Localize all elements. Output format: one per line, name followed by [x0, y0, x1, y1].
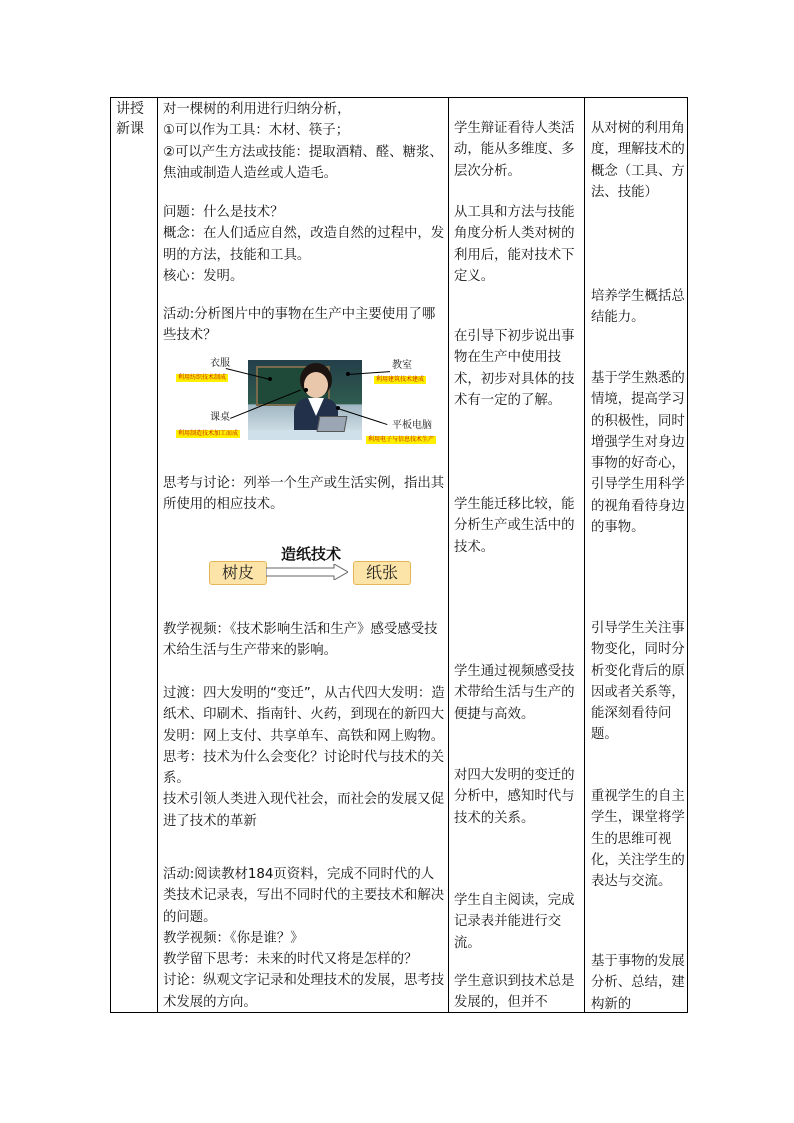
tag-tablet: 利用电子与信息技术生产 — [368, 436, 435, 443]
content-block: 对一棵树的利用进行归纳分析， ①可以作为工具：木材、筷子； ②可以产生方法或技能：提取酒精、醛、糖浆、焦油或制造人造丝或人造毛。 — [163, 102, 443, 181]
intent-block: 引导学生关注事物变化，同时分析变化背后的原因或者关系等，能深刻看待问题。 — [591, 621, 685, 743]
label-tablet: 平板电脑 — [392, 420, 432, 431]
intent-block: 从对树的利用角度，理解技术的概念（工具、方法、技能） — [591, 121, 685, 200]
activity-block: 在引导下初步说出事物在生产中使用技术，初步对具体的技术有一定的了解。 — [454, 329, 575, 408]
tag-desk: 利用制造技术加工而成 — [178, 430, 239, 437]
tag-clothes: 利用纺织技术制成 — [178, 374, 227, 381]
content-block: 活动:分析图片中的事物在生产中主要使用了哪些技术？ — [163, 307, 436, 344]
activity-block: 从工具和方法与技能角度分析人类对树的利用后，能对技术下定义。 — [454, 205, 575, 284]
column-divider — [448, 98, 449, 1012]
papermaking-flow-diagram — [201, 545, 411, 585]
content-block: 问题：什么是技术？ 概念：在人们适应自然，改造自然的过程中，发明的方法，技能和工具。 核心：发明。 — [163, 205, 445, 284]
activity-block: 学生通过视频感受技术带给生活与生产的便捷与高效。 — [454, 664, 575, 722]
intent-block: 重视学生的自主学生，课堂将学生的思维可视化，关注学生的表达与交流。 — [591, 789, 685, 890]
intent-block: 基于事物的发展分析、总结，建构新的 — [591, 954, 685, 1012]
activity-block: 学生辩证看待人类活动，能从多维度、多层次分析。 — [454, 121, 575, 179]
label-desk: 课桌 — [210, 412, 230, 423]
flow-source-box: 树皮 — [209, 561, 267, 585]
tag-classroom: 利用建筑技术建成 — [376, 376, 425, 383]
intent-block: 培养学生概括总结能力。 — [591, 289, 685, 326]
column-divider — [584, 98, 585, 1012]
activity-block: 学生意识到技术总是发展的，但并不 — [454, 974, 575, 1011]
flow-arrow-icon — [266, 564, 348, 580]
flow-result-box: 纸张 — [353, 561, 411, 585]
column-divider — [157, 98, 158, 1012]
content-block: 思考与讨论：列举一个生产或生活实例，指出其所使用的相应技术。 — [163, 476, 445, 513]
content-block: 过渡：四大发明的“变迁”，从古代四大发明：造纸术、印刷术、指南针、火药，到现在的新四大发明：网上支付、共享单车、高铁和网上购物。 思考：技术为什么会变化？讨论时代与技术的关系。 技术引领人类进入现代社会，而社会的发展又促进了技术的革新 — [163, 686, 445, 829]
content-block: 教学视频：《技术影响生活和生产》感受感受技术给生活与生产带来的影响。 — [163, 622, 438, 659]
content-block: 活动:阅读教材184页资料，完成不同时代的人类技术记录表，写出不同时代的主要技术和解决的问题。 教学视频：《你是谁？》 教学留下思考：未来的时代又将是怎样的？ 讨论：纵观文字记录和处理技术的发展，思考技术发展的方向。 — [163, 867, 445, 1010]
lesson-table — [110, 97, 688, 1013]
classroom-photo — [248, 360, 362, 440]
activity-block: 对四大发明的变迁的分析中，感知时代与技术的关系。 — [454, 768, 575, 826]
activity-block: 学生能迁移比较，能分析生产或生活中的技术。 — [454, 497, 575, 555]
activity-block: 学生自主阅读，完成记录表并能进行交流。 — [454, 893, 575, 951]
intent-block: 基于学生熟悉的情境，提高学习的积极性，同时 增强学生对身边事物的好奇心，引导学生用科学的视角看待身边的事物。 — [591, 371, 685, 536]
classroom-photo-figure — [170, 356, 446, 454]
label-classroom: 教室 — [392, 360, 412, 371]
flow-process-label: 造纸技术 — [280, 545, 341, 563]
label-clothes: 衣服 — [210, 358, 230, 369]
section-label: 讲授 新课 — [116, 101, 144, 137]
